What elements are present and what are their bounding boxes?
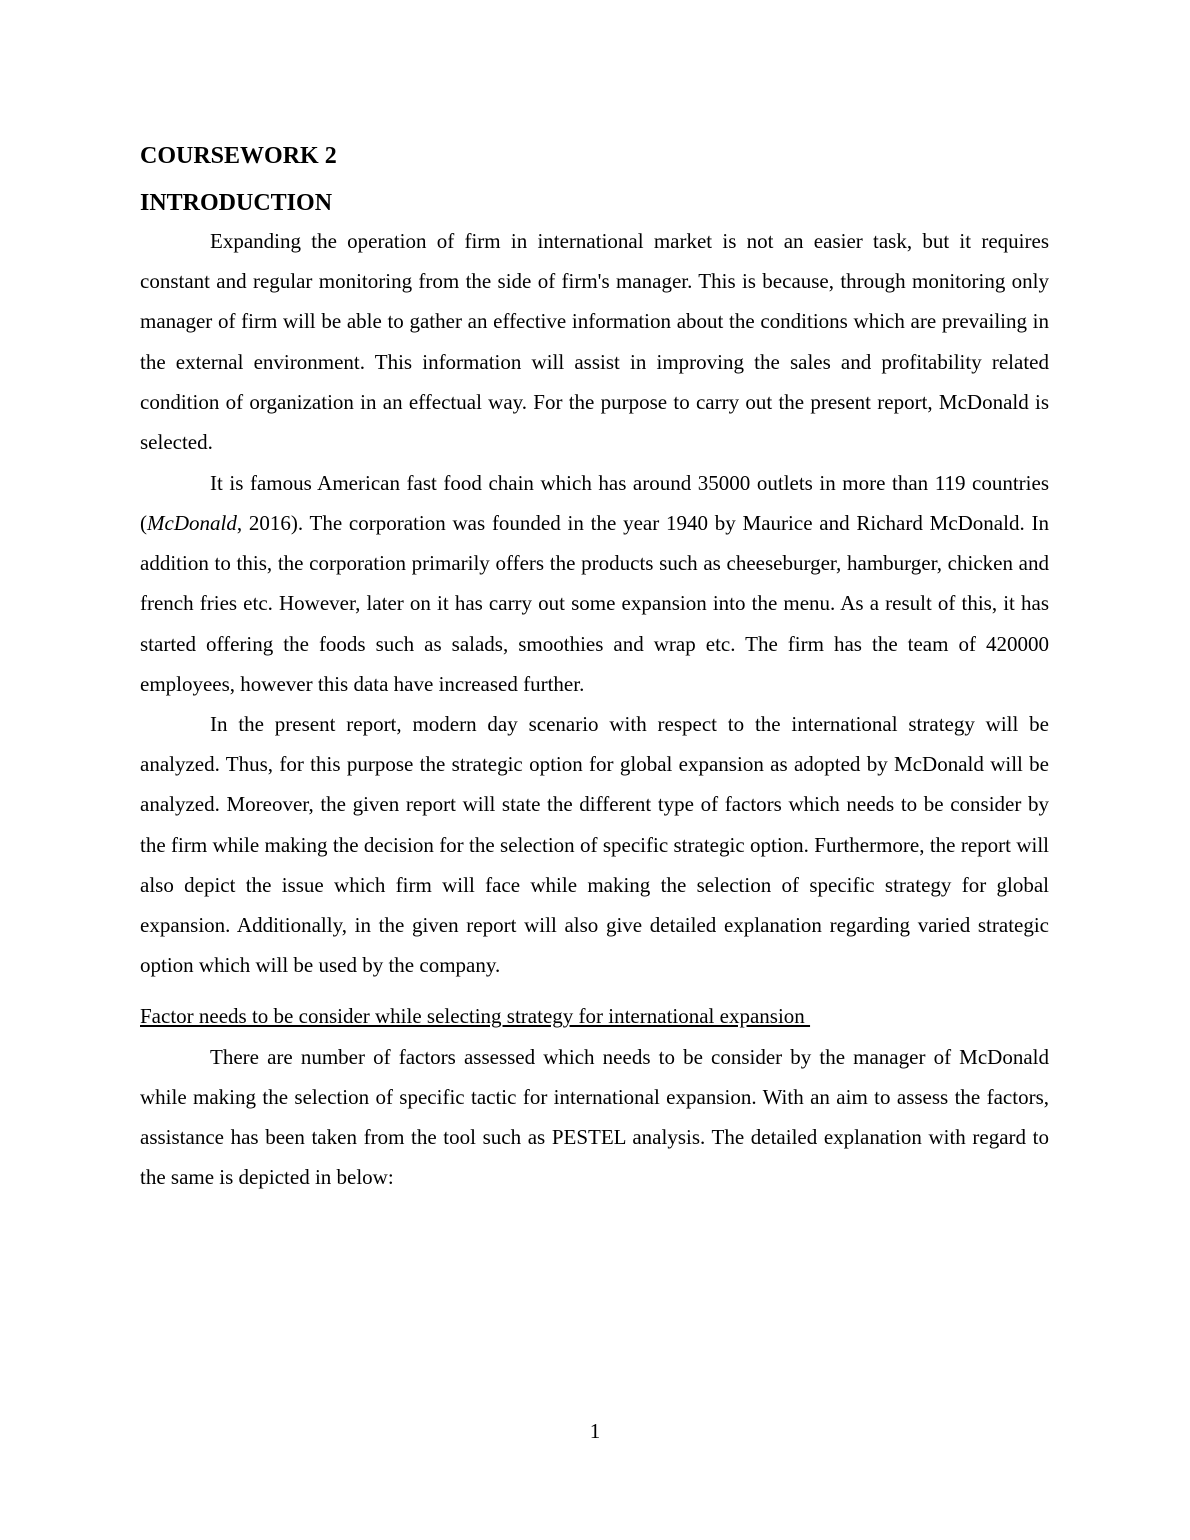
introduction-paragraph-1: Expanding the operation of firm in international market is not an easier task, but it requires constant and regular monitoring from the side of firm's manager. This is because, through monitoring only manager of firm will be able to gather an effective information about the conditions which are prevailing in the external environment. This information will assist in improving the sales and profitability related condition of organization in an effectual way. For the purpose to carry out the present report, McDonald is selected. — [140, 229, 1049, 455]
introduction-paragraph-3: In the present report, modern day scenario with respect to the international strategy will be analyzed. Thus, for this purpose the strategic option for global expansion as adopted by McDonald will be analyzed. Moreover, the given report will state the different type of factors which needs to be consider by the firm while making the decision for the selection of specific strategic option. Furthermore, the report will also depict the issue which firm will face while making the selection of specific strategy for global expansion. Additionally, in the given report will also give detailed explanation regarding varied strategic option which will be used by the company. — [140, 711, 1049, 978]
document-title: COURSEWORK 2 — [140, 143, 337, 169]
introduction-paragraph-2 — [140, 463, 1049, 704]
factors-paragraph: There are number of factors assessed which needs to be consider by the manager of McDonald while making the selection of specific tactic for international expansion. With an aim to assess the factors, assistance has been taken from the tool such as PESTEL analysis. The detailed explanation with regard to the same is depicted in below: — [140, 1044, 1049, 1190]
page-number: 1 — [589, 1419, 601, 1443]
paragraph-2-text-start: It is famous American fast food chain which has around 35000 outlets in more than 119 countries ( — [140, 470, 1049, 535]
document-page — [140, 138, 1049, 1197]
paragraph-2-text-end: , 2016). The corporation was founded in the year 1940 by Maurice and Richard McDonald. In addition to this, the corporation primarily offers the products such as cheeseburger, hamburger, chicken and french fries etc. However, later on it has carry out some expansion into the menu. As a result of this, it has started offering the foods such as salads, smoothies and wrap etc. The firm has the team of 420000 employees, however this data have increased further. — [140, 510, 1049, 696]
citation-italic: McDonald — [147, 510, 237, 535]
introduction-heading: INTRODUCTION — [140, 190, 333, 216]
section-heading-factors: Factor needs to be consider while selecting strategy for international expansion — [140, 1004, 811, 1029]
